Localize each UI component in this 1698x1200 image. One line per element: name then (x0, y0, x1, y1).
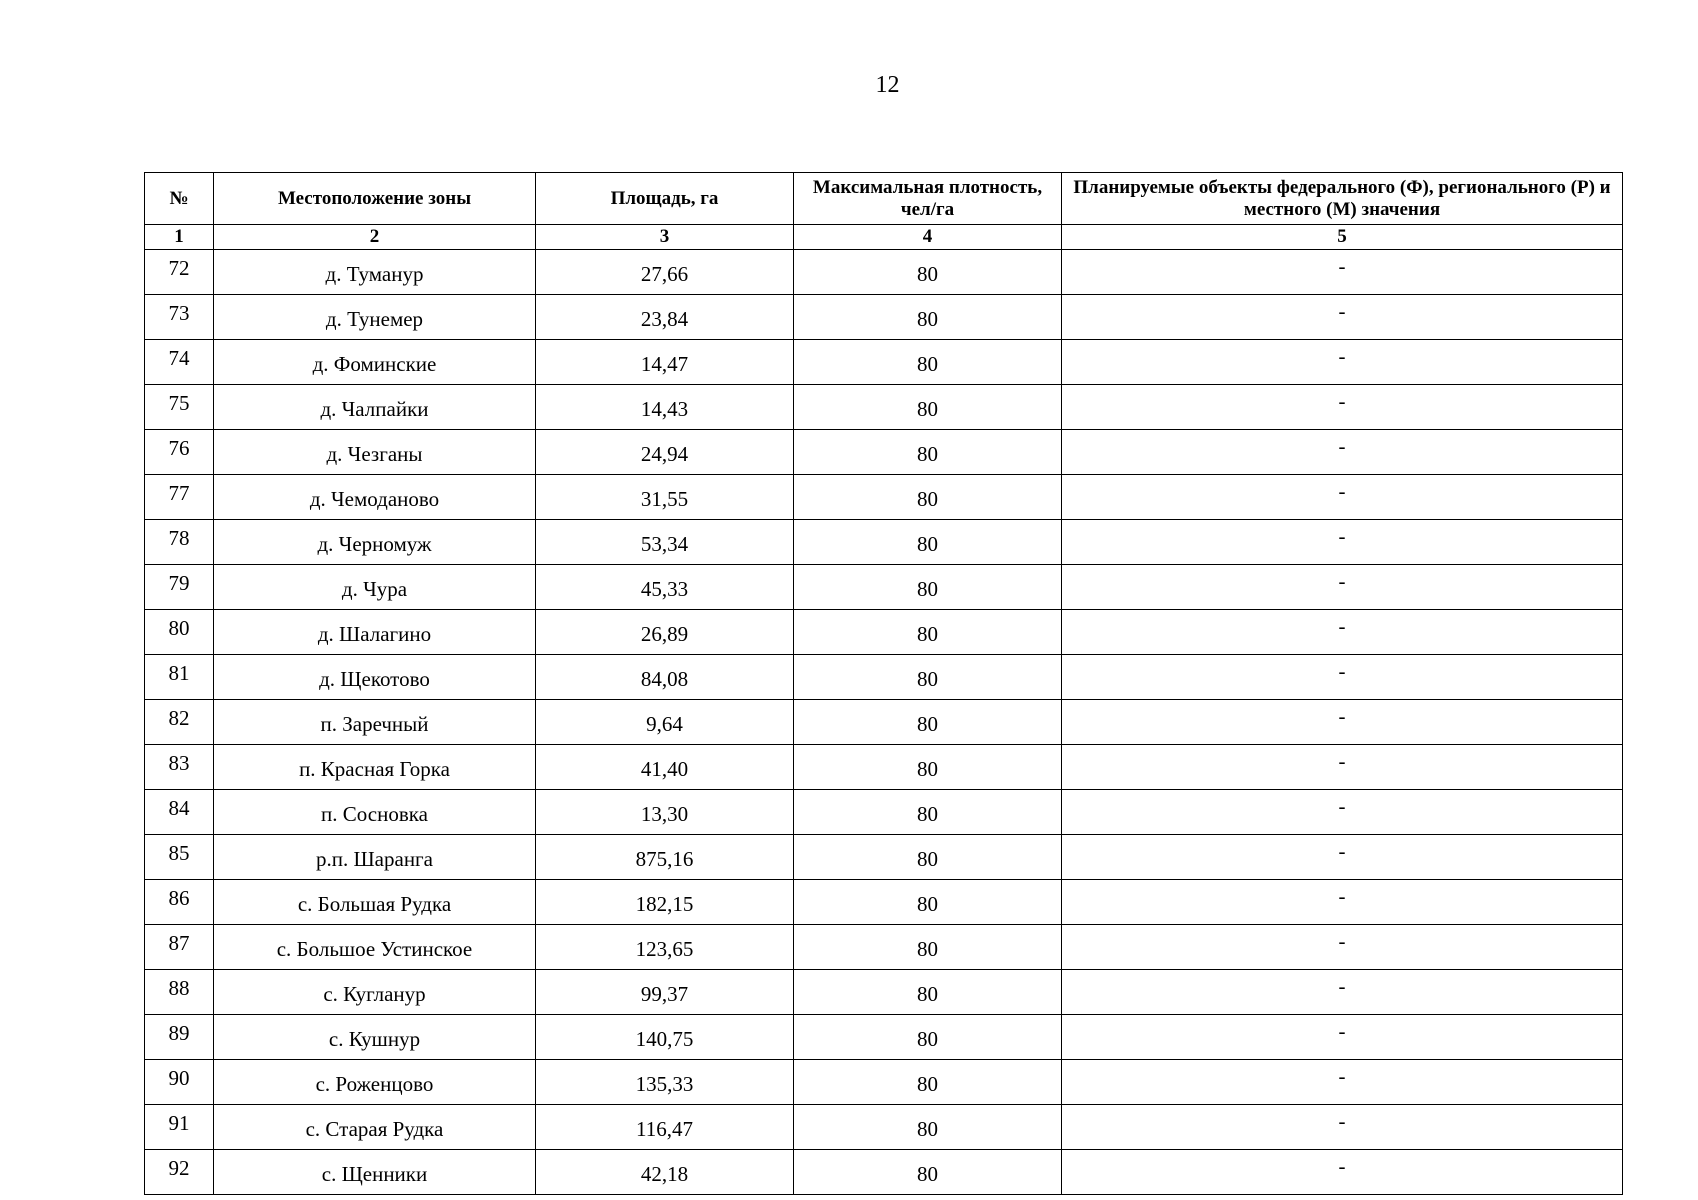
table-row (145, 565, 1623, 610)
cell-location: с. Кугланур (214, 970, 536, 1015)
cell-location: р.п. Шаранга (214, 835, 536, 880)
cell-location: д. Тунемер (214, 295, 536, 340)
cell-planned-objects: - (1062, 655, 1623, 700)
cell-area: 42,18 (536, 1150, 794, 1195)
table-row (145, 385, 1623, 430)
cell-number: 86 (145, 880, 214, 925)
cell-max-density: 80 (794, 880, 1062, 925)
cell-number: 79 (145, 565, 214, 610)
cell-number: 90 (145, 1060, 214, 1105)
table-row (145, 340, 1623, 385)
table-row (145, 430, 1623, 475)
cell-area: 26,89 (536, 610, 794, 655)
table-row (145, 700, 1623, 745)
cell-planned-objects: - (1062, 520, 1623, 565)
cell-max-density: 80 (794, 970, 1062, 1015)
cell-max-density: 80 (794, 700, 1062, 745)
cell-location: с. Роженцово (214, 1060, 536, 1105)
cell-location: д. Туманур (214, 250, 536, 295)
cell-planned-objects: - (1062, 970, 1623, 1015)
cell-planned-objects: - (1062, 700, 1623, 745)
column-number: 3 (536, 225, 794, 250)
cell-area: 14,47 (536, 340, 794, 385)
table-row (145, 1150, 1623, 1195)
cell-location: д. Фоминские (214, 340, 536, 385)
cell-area: 140,75 (536, 1015, 794, 1060)
table-row (145, 790, 1623, 835)
cell-area: 23,84 (536, 295, 794, 340)
cell-number: 81 (145, 655, 214, 700)
cell-number: 88 (145, 970, 214, 1015)
cell-area: 84,08 (536, 655, 794, 700)
cell-planned-objects: - (1062, 790, 1623, 835)
header-number: № (145, 173, 214, 225)
cell-area: 45,33 (536, 565, 794, 610)
cell-max-density: 80 (794, 385, 1062, 430)
table-row (145, 1060, 1623, 1105)
cell-location: п. Заречный (214, 700, 536, 745)
cell-max-density: 80 (794, 340, 1062, 385)
cell-location: п. Сосновка (214, 790, 536, 835)
cell-max-density: 80 (794, 1150, 1062, 1195)
cell-area: 875,16 (536, 835, 794, 880)
header-area: Площадь, га (536, 173, 794, 225)
cell-number: 85 (145, 835, 214, 880)
table-row (145, 250, 1623, 295)
column-number: 1 (145, 225, 214, 250)
cell-number: 74 (145, 340, 214, 385)
cell-planned-objects: - (1062, 835, 1623, 880)
cell-area: 14,43 (536, 385, 794, 430)
cell-number: 91 (145, 1105, 214, 1150)
column-number: 2 (214, 225, 536, 250)
cell-location: с. Щенники (214, 1150, 536, 1195)
cell-planned-objects: - (1062, 1150, 1623, 1195)
cell-planned-objects: - (1062, 250, 1623, 295)
cell-max-density: 80 (794, 430, 1062, 475)
cell-number: 89 (145, 1015, 214, 1060)
cell-area: 135,33 (536, 1060, 794, 1105)
cell-planned-objects: - (1062, 1060, 1623, 1105)
header-location: Местоположение зоны (214, 173, 536, 225)
cell-location: д. Чура (214, 565, 536, 610)
cell-max-density: 80 (794, 790, 1062, 835)
table-row (145, 1015, 1623, 1060)
cell-planned-objects: - (1062, 745, 1623, 790)
table-row (145, 520, 1623, 565)
cell-area: 53,34 (536, 520, 794, 565)
cell-area: 123,65 (536, 925, 794, 970)
cell-area: 9,64 (536, 700, 794, 745)
table-row (145, 1105, 1623, 1150)
cell-number: 76 (145, 430, 214, 475)
cell-max-density: 80 (794, 745, 1062, 790)
cell-planned-objects: - (1062, 565, 1623, 610)
cell-location: д. Чемоданово (214, 475, 536, 520)
cell-max-density: 80 (794, 520, 1062, 565)
cell-location: с. Большая Рудка (214, 880, 536, 925)
cell-number: 75 (145, 385, 214, 430)
cell-max-density: 80 (794, 250, 1062, 295)
column-number: 5 (1062, 225, 1623, 250)
cell-number: 80 (145, 610, 214, 655)
cell-max-density: 80 (794, 1060, 1062, 1105)
cell-planned-objects: - (1062, 385, 1623, 430)
table-body (145, 250, 1623, 1195)
column-number: 4 (794, 225, 1062, 250)
cell-max-density: 80 (794, 1105, 1062, 1150)
cell-location: д. Чалпайки (214, 385, 536, 430)
table-row (145, 880, 1623, 925)
cell-location: с. Кушнур (214, 1015, 536, 1060)
cell-planned-objects: - (1062, 610, 1623, 655)
cell-planned-objects: - (1062, 1015, 1623, 1060)
table-row (145, 970, 1623, 1015)
cell-number: 78 (145, 520, 214, 565)
table-row (145, 655, 1623, 700)
cell-location: п. Красная Горка (214, 745, 536, 790)
table-header-row (145, 173, 1623, 225)
cell-planned-objects: - (1062, 340, 1623, 385)
cell-max-density: 80 (794, 835, 1062, 880)
column-number-row (145, 225, 1623, 250)
cell-location: с. Старая Рудка (214, 1105, 536, 1150)
cell-area: 13,30 (536, 790, 794, 835)
cell-location: д. Черномуж (214, 520, 536, 565)
cell-max-density: 80 (794, 475, 1062, 520)
cell-max-density: 80 (794, 1015, 1062, 1060)
cell-max-density: 80 (794, 295, 1062, 340)
header-max-density: Максимальная плотность, чел/га (794, 173, 1062, 225)
cell-planned-objects: - (1062, 430, 1623, 475)
cell-planned-objects: - (1062, 1105, 1623, 1150)
cell-planned-objects: - (1062, 475, 1623, 520)
table-row (145, 925, 1623, 970)
cell-max-density: 80 (794, 565, 1062, 610)
header-planned-objects: Планируемые объекты федерального (Ф), регионального (Р) и местного (М) значения (1062, 173, 1623, 225)
table-row (145, 610, 1623, 655)
cell-number: 83 (145, 745, 214, 790)
table-row (145, 295, 1623, 340)
cell-location: д. Чезганы (214, 430, 536, 475)
zones-table (144, 172, 1623, 1195)
cell-number: 77 (145, 475, 214, 520)
cell-number: 82 (145, 700, 214, 745)
cell-number: 73 (145, 295, 214, 340)
cell-planned-objects: - (1062, 925, 1623, 970)
cell-number: 87 (145, 925, 214, 970)
table-row (145, 835, 1623, 880)
cell-number: 92 (145, 1150, 214, 1195)
cell-planned-objects: - (1062, 295, 1623, 340)
cell-location: д. Шалагино (214, 610, 536, 655)
cell-area: 116,47 (536, 1105, 794, 1150)
cell-area: 182,15 (536, 880, 794, 925)
cell-area: 24,94 (536, 430, 794, 475)
cell-location: д. Щекотово (214, 655, 536, 700)
cell-planned-objects: - (1062, 880, 1623, 925)
cell-area: 31,55 (536, 475, 794, 520)
cell-max-density: 80 (794, 925, 1062, 970)
cell-number: 84 (145, 790, 214, 835)
cell-max-density: 80 (794, 610, 1062, 655)
cell-area: 27,66 (536, 250, 794, 295)
table-row (145, 745, 1623, 790)
page-number: 12 (875, 72, 900, 98)
table-row (145, 475, 1623, 520)
cell-area: 99,37 (536, 970, 794, 1015)
cell-area: 41,40 (536, 745, 794, 790)
cell-number: 72 (145, 250, 214, 295)
cell-max-density: 80 (794, 655, 1062, 700)
cell-location: с. Большое Устинское (214, 925, 536, 970)
